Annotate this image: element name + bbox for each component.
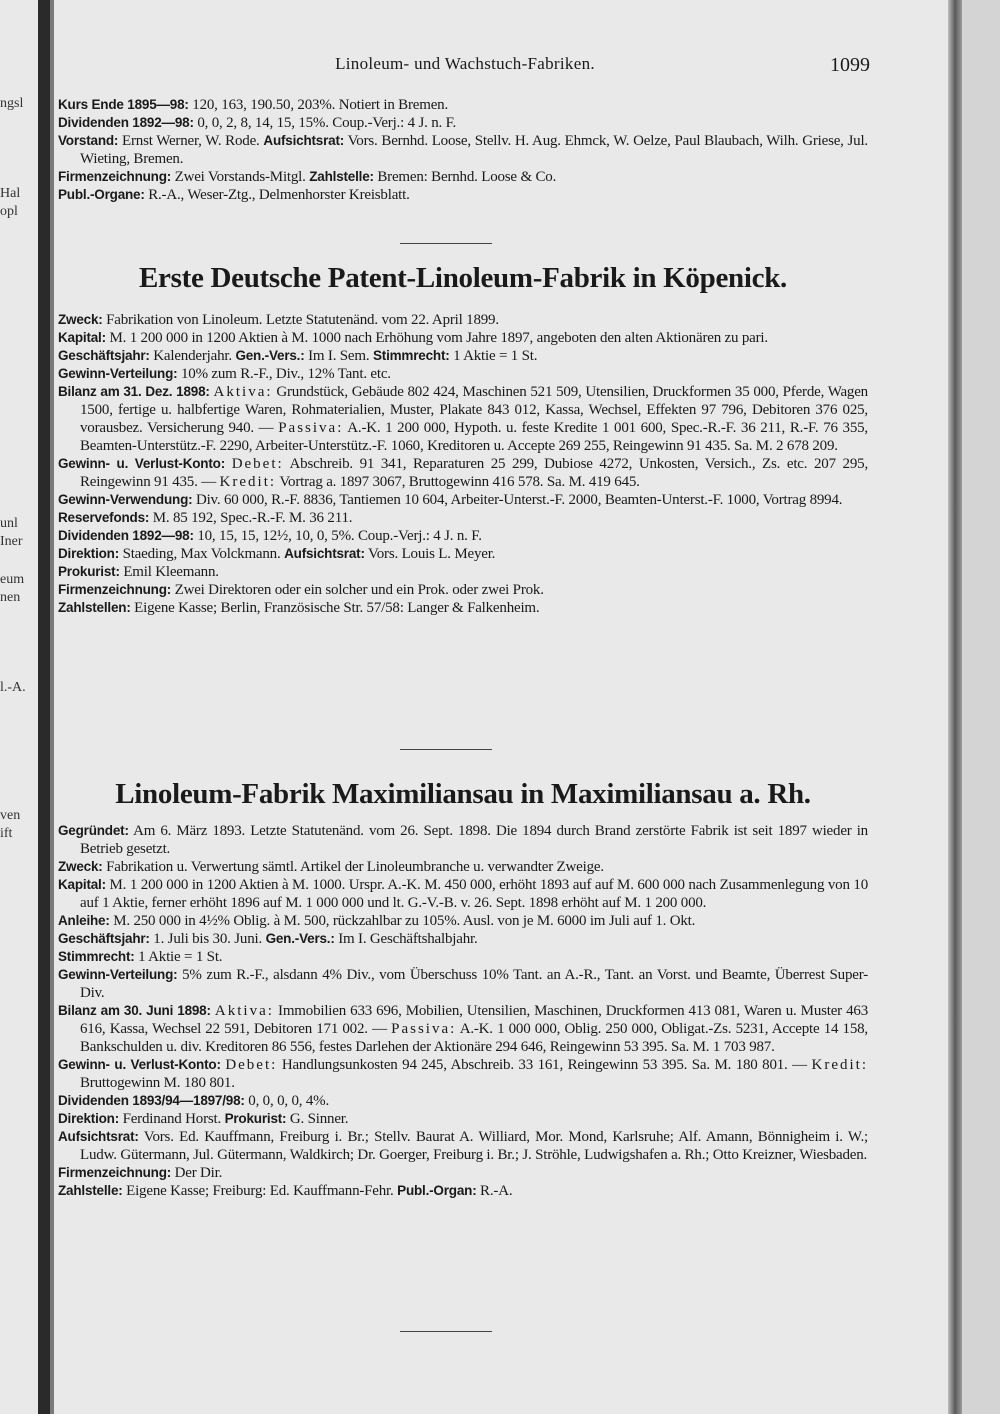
entry-paragraph <box>58 966 868 1002</box>
entry-label: Bilanz am 31. Dez. 1898: <box>58 384 210 399</box>
page-binding-shadow <box>38 0 50 1414</box>
entry-text: M. 1 200 000 in 1200 Aktien à M. 1000 nach Erhöhung vom Jahre 1897, angeboten den alten Aktionären zu pari. <box>105 330 768 346</box>
entry-text: Div. 60 000, R.-F. 8836, Tantiemen 10 604, Arbeiter-Unterst.-F. 2000, Beamten-Unterst.-F. 1000, Vortrag 8994. <box>192 492 843 508</box>
entry-label: Direktion: <box>58 1111 120 1126</box>
entry-paragraph <box>58 96 868 114</box>
entry-paragraph <box>58 168 868 186</box>
entry-text: 0, 0, 0, 0, 4%. <box>244 1093 330 1109</box>
entry-label: Gewinn-Verteilung: <box>58 967 178 982</box>
entry-label: Publ.-Organe: <box>58 187 145 202</box>
entry-label: Reservefonds: <box>58 510 150 525</box>
entry-paragraph <box>58 1182 868 1200</box>
section-divider <box>400 1331 492 1332</box>
entry-text: Im I. Sem. <box>304 348 373 364</box>
entry-text: A.-K. 1 000 000, Oblig. 250 000, Obligat.-Zs. 5231, Accepte 14 158, Bankschulden u. div. Kreditoren 86 556, festes Darlehen der Aktionäre 294 646, Reingewinn 53 395. Sa. M. 1 703 987. <box>80 1021 868 1055</box>
entry-paragraph <box>58 545 868 563</box>
next-page-edge <box>962 0 1000 1414</box>
entry-label: Dividenden 1892—98: <box>58 528 194 543</box>
entry-paragraph <box>58 383 868 455</box>
entry-label: Vorstand: <box>58 133 119 148</box>
entry-text: Staeding, Max Volckmann. <box>119 546 285 562</box>
margin-fragment: ift <box>0 826 13 841</box>
entry-label: Prokurist: <box>58 564 120 579</box>
entry-text: Zwei Vorstands-Mitgl. <box>171 169 310 185</box>
margin-fragment: nen <box>0 590 21 605</box>
entry-text: Vors. Louis L. Meyer. <box>364 546 496 562</box>
entry-text: M. 1 200 000 in 1200 Aktien à M. 1000. Urspr. A.-K. M. 450 000, erhöht 1893 auf auf M. 600 000 nach Zusammenlegung von 10 auf 1 Aktie, ferner erhöht 1896 auf M. 1 000 000 und lt. G.-V.-B. v. 26. Sept. 1898 erhöht auf M. 1 200 000. <box>80 877 868 911</box>
entry-text: Am 6. März 1893. Letzte Statutenänd. vom 26. Sept. 1898. Die 1894 durch Brand zerstörte Fabrik ist seit 1897 wieder in Betrieb gesetzt. <box>80 823 868 857</box>
entry-label: Zahlstelle: <box>309 169 374 184</box>
entry-text: Fabrikation u. Verwertung sämtl. Artikel der Linoleumbranche u. verwandter Zweige. <box>102 859 604 875</box>
entry-text: A.-K. 1 200 000, Hypoth. u. feste Kredite 1 001 600, Spec.-R.-F. 36 211, R.-F. 76 355, Beamten-Unterstütz.-F. 2290, Arbeiter-Unterstütz.-F. 1060, Kreditoren u. Accepte 269 255, Reingewinn 91 435. Sa. M. 2 678 209. <box>80 420 868 454</box>
entry-label: Firmenzeichnung: <box>58 582 172 597</box>
entry-label: Prokurist: <box>224 1111 287 1126</box>
entry-text: Ferdinand Horst. <box>119 1111 225 1127</box>
entry-label: Gen.-Vers.: <box>235 348 305 363</box>
entry-paragraph <box>58 563 868 581</box>
page-binding-edge <box>50 0 54 1414</box>
spaced-term: Kredit: <box>219 474 277 490</box>
entry-text: Bruttogewinn M. 180 801. <box>80 1075 235 1091</box>
entry-paragraph <box>58 527 868 545</box>
entry-paragraph <box>58 876 868 912</box>
entry-text: 1. Juli bis 30. Juni. <box>149 931 266 947</box>
entry-paragraph <box>58 347 868 365</box>
entry-label: Direktion: <box>58 546 120 561</box>
entry-paragraph <box>58 822 868 858</box>
entry-label: Gegründet: <box>58 823 129 838</box>
entry-text: Emil Kleemann. <box>119 564 219 580</box>
spaced-term: Aktiva: <box>213 384 273 400</box>
spaced-term: Passiva: <box>278 420 344 436</box>
spaced-term: Passiva: <box>391 1021 457 1037</box>
entry-text: R.-A., Weser-Ztg., Delmenhorster Kreisblatt. <box>144 187 410 203</box>
entry-text: Der Dir. <box>171 1165 223 1181</box>
entry-text: Vors. Bernhd. Loose, Stellv. H. Aug. Ehmck, W. Oelze, Paul Blaubach, Wilh. Griese, Jul. Wieting, Bremen. <box>80 133 868 167</box>
entry-paragraph <box>58 1110 868 1128</box>
entry-label: Publ.-Organ: <box>397 1183 477 1198</box>
entry-label: Aufsichtsrat: <box>284 546 365 561</box>
page-number: 1099 <box>830 54 870 76</box>
entry-label: Geschäftsjahr: <box>58 931 150 946</box>
entry-paragraph <box>58 509 868 527</box>
entry-text: Im I. Geschäftshalbjahr. <box>334 931 478 947</box>
entry-text: R.-A. <box>476 1183 513 1199</box>
entry-text: Handlungsunkosten 94 245, Abschreib. 33 161, Reingewinn 53 395. Sa. M. 180 801. — <box>277 1057 812 1073</box>
entry-label: Stimmrecht: <box>372 348 450 363</box>
entry-label: Kapital: <box>58 330 106 345</box>
entry-label: Firmenzeichnung: <box>58 169 172 184</box>
margin-fragment: Hal <box>0 186 21 201</box>
entry-label: Zahlstelle: <box>58 1183 123 1198</box>
company-heading-koepenick: Erste Deutsche Patent-Linoleum-Fabrik in Köpenick. <box>139 262 787 294</box>
entry-paragraph <box>58 1002 868 1056</box>
section-koepenick <box>58 311 868 617</box>
entry-paragraph <box>58 912 868 930</box>
margin-fragment: opl <box>0 204 18 219</box>
entry-text: Bremen: Bernhd. Loose & Co. <box>373 169 557 185</box>
entry-label: Geschäftsjahr: <box>58 348 150 363</box>
margin-fragment: ngsl <box>0 96 24 111</box>
entry-paragraph <box>58 599 868 617</box>
spaced-term: Aktiva: <box>214 1003 274 1019</box>
entry-label: Dividenden 1892—98: <box>58 115 194 130</box>
entry-text: Vortrag a. 1897 3067, Bruttogewinn 416 578. Sa. M. 419 645. <box>276 474 640 490</box>
entry-text: 1 Aktie = 1 St. <box>449 348 538 364</box>
section-bremen-continued <box>58 96 868 204</box>
entry-label: Kapital: <box>58 877 106 892</box>
entry-text: 0, 0, 2, 8, 14, 15, 15%. Coup.-Verj.: 4 J. n. F. <box>193 115 457 131</box>
entry-text: M. 250 000 in 4½% Oblig. à M. 500, rückzahlbar zu 105%. Ausl. von je M. 6000 im Juli auf 1. Okt. <box>109 913 696 929</box>
margin-fragment: eum <box>0 572 25 587</box>
entry-label: Dividenden 1893/94—1897/98: <box>58 1093 245 1108</box>
entry-text: Ernst Werner, W. Rode. <box>118 133 264 149</box>
entry-paragraph <box>58 114 868 132</box>
entry-text: Eigene Kasse; Freiburg: Ed. Kauffmann-Fehr. <box>122 1183 398 1199</box>
entry-paragraph <box>58 186 868 204</box>
section-divider <box>400 749 492 750</box>
entry-text: Eigene Kasse; Berlin, Französische Str. 57/58: Langer & Falkenheim. <box>130 600 540 616</box>
entry-paragraph <box>58 581 868 599</box>
entry-label: Gewinn- u. Verlust-Konto: <box>58 1057 221 1072</box>
entry-text: 120, 163, 190.50, 203%. Notiert in Bremen. <box>188 97 449 113</box>
margin-fragment: l.-A. <box>0 680 26 695</box>
entry-label: Zweck: <box>58 312 103 327</box>
entry-label: Stimmrecht: <box>58 949 135 964</box>
entry-text: Fabrikation von Linoleum. Letzte Statutenänd. vom 22. April 1899. <box>102 312 499 328</box>
running-header <box>60 54 870 78</box>
entry-paragraph <box>58 329 868 347</box>
entry-text: 5% zum R.-F., alsdann 4% Div., vom Überschuss 10% Tant. an A.-R., Tant. an Vorst. und Beamte, Überrest Super-Div. <box>80 967 868 1001</box>
entry-text: G. Sinner. <box>286 1111 349 1127</box>
entry-label: Gewinn- u. Verlust-Konto: <box>58 456 225 471</box>
entry-label: Kurs Ende 1895—98: <box>58 97 189 112</box>
entry-label: Zahlstellen: <box>58 600 131 615</box>
entry-paragraph <box>58 930 868 948</box>
entry-paragraph <box>58 132 868 168</box>
entry-text <box>225 456 232 472</box>
section-divider <box>400 243 492 244</box>
entry-paragraph <box>58 311 868 329</box>
entry-text: 10% zum R.-F., Div., 12% Tant. etc. <box>177 366 391 382</box>
margin-fragment: ven <box>0 808 21 823</box>
entry-label: Aufsichtsrat: <box>263 133 345 148</box>
entry-label: Firmenzeichnung: <box>58 1165 172 1180</box>
entry-label: Gewinn-Verwendung: <box>58 492 193 507</box>
entry-paragraph <box>58 365 868 383</box>
entry-text: Kalenderjahr. <box>149 348 236 364</box>
entry-text: 10, 15, 15, 12½, 10, 0, 5%. Coup.-Verj.: 4 J. n. F. <box>193 528 482 544</box>
margin-fragment: Iner <box>0 534 23 549</box>
section-maximiliansau <box>58 822 868 1200</box>
entry-paragraph <box>58 858 868 876</box>
spaced-term: Debet: <box>231 456 284 472</box>
entry-text: M. 85 192, Spec.-R.-F. M. 36 211. <box>149 510 353 526</box>
running-title: Linoleum- und Wachstuch-Fabriken. <box>335 54 595 73</box>
entry-label: Aufsichtsrat: <box>58 1129 139 1144</box>
entry-text: Abschreib. 91 341, Reparaturen 25 299, Dubiose 4272, Unkosten, Versich., Zs. etc. 207 295, Reingewinn 91 435. — <box>80 456 868 490</box>
entry-paragraph <box>58 491 868 509</box>
entry-label: Gewinn-Verteilung: <box>58 366 178 381</box>
entry-label: Bilanz am 30. Juni 1898: <box>58 1003 211 1018</box>
entry-paragraph <box>58 1164 868 1182</box>
entry-text: Immobilien 633 696, Mobilien, Utensilien, Maschinen, Druckformen 413 081, Waren u. Muster 463 616, Kassa, Wechsel 22 591, Debitoren 171 002. — <box>80 1003 868 1037</box>
margin-fragment: unl <box>0 516 18 531</box>
entry-text: 1 Aktie = 1 St. <box>134 949 223 965</box>
spaced-term: Kredit: <box>811 1057 868 1073</box>
entry-paragraph <box>58 455 868 491</box>
entry-text: Vors. Ed. Kauffmann, Freiburg i. Br.; Stellv. Baurat A. Williard, Mor. Mond, Karlsruhe; Alf. Amann, Bönnigheim i. W.; Ludw. Gütermann, Jul. Gütermann, Waldkirch; Dr. Goerger, Freiburg i. Br.; J. Ströhle, Ludwigshafen a. Rh.; Otto Kreizner, Wiesbaden. <box>80 1129 868 1163</box>
entry-paragraph <box>58 1056 868 1092</box>
page-fold-shadow <box>948 0 962 1414</box>
entry-label: Zweck: <box>58 859 103 874</box>
company-heading-maximiliansau: Linoleum-Fabrik Maximiliansau in Maximiliansau a. Rh. <box>115 778 811 810</box>
entry-label: Anleihe: <box>58 913 110 928</box>
entry-text: Zwei Direktoren oder ein solcher und ein Prok. oder zwei Prok. <box>171 582 544 598</box>
entry-paragraph <box>58 1128 868 1164</box>
entry-text: Grundstück, Gebäude 802 424, Maschinen 521 509, Utensilien, Druckformen 35 000, Pferde, Wagen 1500, fertige u. halbfertige Waren, Rohmaterialien, Muster, Plakate 843 012, Kassa, Wechsel, Effekten 97 796, Debitoren 376 025, vorausbez. Versicherung 940. — <box>80 384 868 436</box>
entry-label: Gen.-Vers.: <box>265 931 335 946</box>
spaced-term: Debet: <box>225 1057 278 1073</box>
entry-paragraph <box>58 1092 868 1110</box>
entry-paragraph <box>58 948 868 966</box>
